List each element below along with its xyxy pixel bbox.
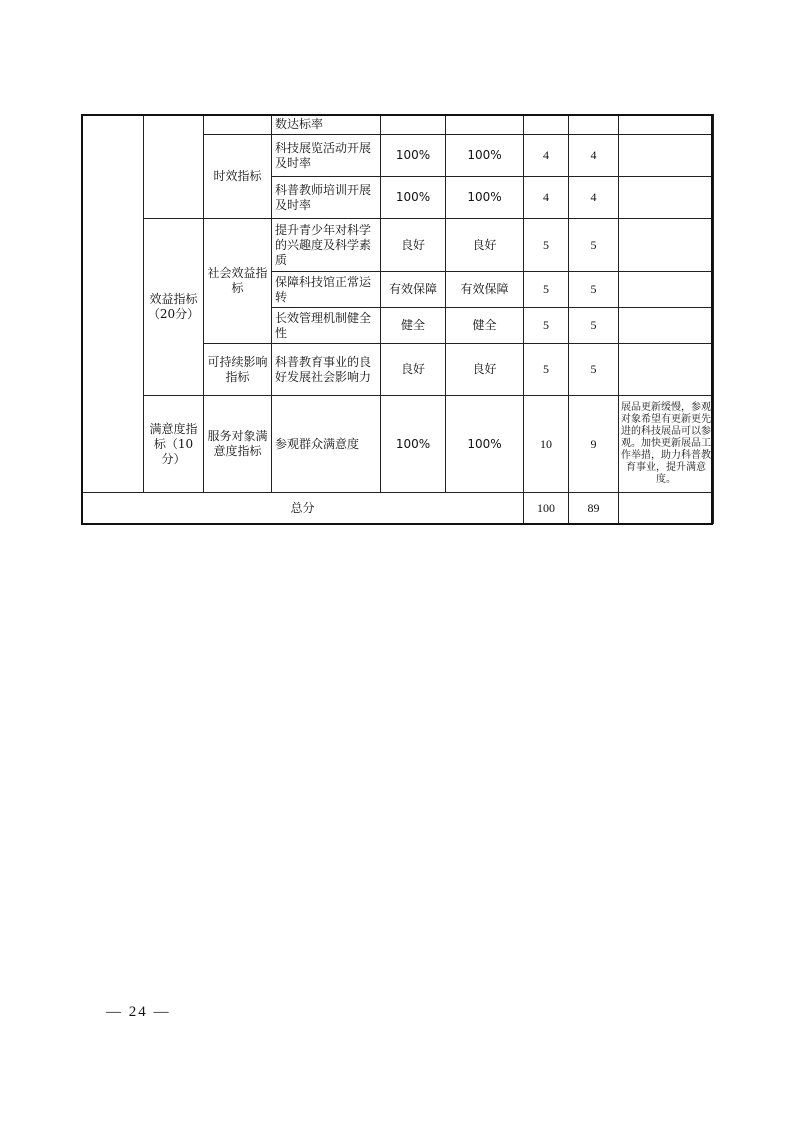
total-score-cell: 89 bbox=[569, 493, 619, 524]
note-cell bbox=[619, 308, 714, 344]
indicator-cell: 科普教师培训开展及时率 bbox=[272, 177, 381, 219]
level2-cell: 社会效益指标 bbox=[204, 219, 272, 344]
target-cell: 有效保障 bbox=[381, 272, 446, 308]
level2-cell: 服务对象满意度指标 bbox=[204, 396, 272, 493]
level2-cell bbox=[204, 115, 272, 135]
table-row bbox=[82, 219, 714, 272]
level0-cell bbox=[82, 115, 144, 493]
actual-cell: 良好 bbox=[446, 344, 524, 396]
indicator-cell: 数达标率 bbox=[272, 115, 381, 135]
note-cell: 展品更新缓慢，参观对象希望有更新更先进的科技展品可以参观。加快更新展品工作举措，助力科普教育事业，提升满意度。 bbox=[619, 396, 714, 493]
note-cell bbox=[619, 219, 714, 272]
note-cell bbox=[619, 344, 714, 396]
actual-cell: 100% bbox=[446, 177, 524, 219]
score-cell: 4 bbox=[569, 177, 619, 219]
weight-cell: 4 bbox=[524, 135, 569, 177]
indicator-cell: 科普教育事业的良好发展社会影响力 bbox=[272, 344, 381, 396]
level1-cell bbox=[144, 115, 204, 219]
level2-cell: 可持续影响指标 bbox=[204, 344, 272, 396]
note-cell bbox=[619, 135, 714, 177]
note-cell bbox=[619, 272, 714, 308]
indicator-cell: 提升青少年对科学的兴趣度及科学素质 bbox=[272, 219, 381, 272]
weight-cell bbox=[524, 115, 569, 135]
table-row bbox=[82, 115, 714, 135]
actual-cell bbox=[446, 115, 524, 135]
page-number: — 24 — bbox=[106, 1004, 171, 1020]
actual-cell: 良好 bbox=[446, 219, 524, 272]
indicator-cell: 科技展览活动开展及时率 bbox=[272, 135, 381, 177]
score-cell: 5 bbox=[569, 308, 619, 344]
target-cell bbox=[381, 115, 446, 135]
weight-cell: 4 bbox=[524, 177, 569, 219]
table-row bbox=[82, 493, 714, 524]
indicator-cell: 长效管理机制健全性 bbox=[272, 308, 381, 344]
total-label-cell: 总分 bbox=[82, 493, 524, 524]
note-cell bbox=[619, 115, 714, 135]
level1-cell: 效益指标（20分） bbox=[144, 219, 204, 396]
total-weight-cell: 100 bbox=[524, 493, 569, 524]
target-cell: 100% bbox=[381, 177, 446, 219]
score-cell: 5 bbox=[569, 272, 619, 308]
score-cell: 5 bbox=[569, 344, 619, 396]
score-cell: 9 bbox=[569, 396, 619, 493]
actual-cell: 100% bbox=[446, 396, 524, 493]
indicator-cell: 参观群众满意度 bbox=[272, 396, 381, 493]
weight-cell: 5 bbox=[524, 272, 569, 308]
note-cell bbox=[619, 493, 714, 524]
level1-cell: 满意度指标（10分） bbox=[144, 396, 204, 493]
weight-cell: 5 bbox=[524, 344, 569, 396]
note-cell bbox=[619, 177, 714, 219]
weight-cell: 5 bbox=[524, 219, 569, 272]
target-cell: 100% bbox=[381, 135, 446, 177]
actual-cell: 有效保障 bbox=[446, 272, 524, 308]
score-cell: 5 bbox=[569, 219, 619, 272]
target-cell: 良好 bbox=[381, 344, 446, 396]
score-cell: 4 bbox=[569, 135, 619, 177]
level2-cell: 时效指标 bbox=[204, 135, 272, 219]
target-cell: 健全 bbox=[381, 308, 446, 344]
actual-cell: 100% bbox=[446, 135, 524, 177]
actual-cell: 健全 bbox=[446, 308, 524, 344]
weight-cell: 5 bbox=[524, 308, 569, 344]
indicator-cell: 保障科技馆正常运转 bbox=[272, 272, 381, 308]
weight-cell: 10 bbox=[524, 396, 569, 493]
score-cell bbox=[569, 115, 619, 135]
table-row bbox=[82, 396, 714, 493]
target-cell: 100% bbox=[381, 396, 446, 493]
target-cell: 良好 bbox=[381, 219, 446, 272]
performance-table bbox=[81, 114, 714, 524]
